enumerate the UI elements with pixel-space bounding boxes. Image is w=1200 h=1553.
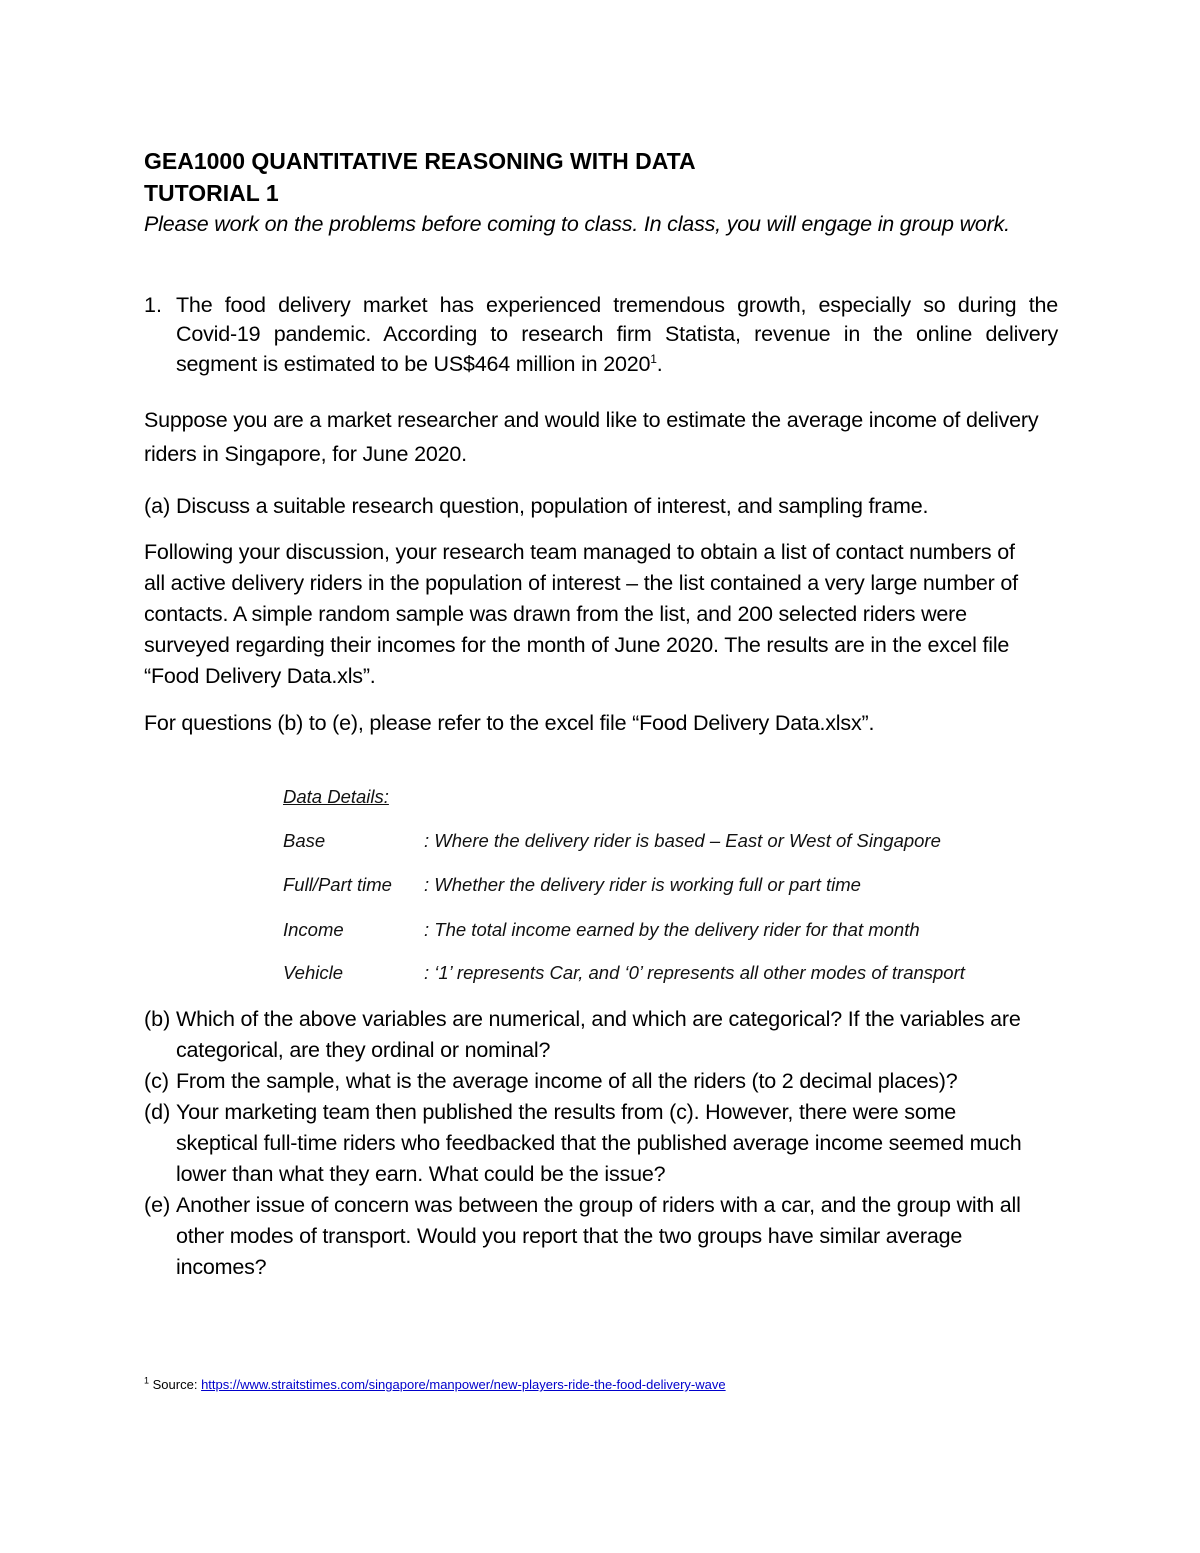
data-detail-name-base: Base xyxy=(283,830,326,851)
question1-line2: Covid-19 pandemic. According to research firm Statista, revenue in the online delivery xyxy=(176,322,1058,346)
part-b-line1: Which of the above variables are numerical, and which are categorical? If the variables are xyxy=(176,1007,1021,1031)
data-detail-name-vehicle: Vehicle xyxy=(283,962,343,983)
question1-line3-text: segment is estimated to be US$464 million in 2020 xyxy=(176,352,651,376)
part-b-line2: categorical, are they ordinal or nominal? xyxy=(176,1038,551,1062)
document-subtitle: TUTORIAL 1 xyxy=(144,180,279,206)
part-d-line2: skeptical full-time riders who feedbacked that the published average income seemed much xyxy=(176,1131,1022,1155)
part-d-label: (d) xyxy=(144,1100,171,1124)
footnote xyxy=(144,1376,726,1394)
part-d-line1: Your marketing team then published the results from (c). However, there were some xyxy=(176,1100,957,1124)
footnote-source-link[interactable]: https://www.straitstimes.com/singapore/manpower/new-players-ride-the-food-delivery-wave xyxy=(201,1377,726,1392)
question1-line1: The food delivery market has experienced tremendous growth, especially so during the xyxy=(176,293,1058,317)
footnote-reference: 1 xyxy=(650,351,657,366)
followup-line3: contacts. A simple random sample was drawn from the list, and 200 selected riders were xyxy=(144,602,967,626)
question1-line3 xyxy=(176,349,663,379)
data-detail-desc-base: : Where the delivery rider is based – East or West of Singapore xyxy=(424,830,941,851)
part-e-line2: other modes of transport. Would you report that the two groups have similar average xyxy=(176,1224,963,1248)
scenario-line2: riders in Singapore, for June 2020. xyxy=(144,442,467,466)
scenario-line1: Suppose you are a market researcher and would like to estimate the average income of delivery xyxy=(144,408,1039,432)
part-e-line3: incomes? xyxy=(176,1255,267,1279)
part-b-label: (b) xyxy=(144,1007,171,1031)
followup-line5: “Food Delivery Data.xls”. xyxy=(144,664,376,688)
footnote-marker: 1 xyxy=(144,1375,150,1386)
part-d-line3: lower than what they earn. What could be the issue? xyxy=(176,1162,666,1186)
document-title: GEA1000 QUANTITATIVE REASONING WITH DATA xyxy=(144,148,696,174)
question1-line3-end: . xyxy=(656,352,663,376)
refer-text: For questions (b) to (e), please refer to the excel file “Food Delivery Data.xlsx”. xyxy=(144,711,875,735)
data-detail-name-income: Income xyxy=(283,919,344,940)
footnote-label: Source: xyxy=(152,1377,198,1392)
part-e-label: (e) xyxy=(144,1193,171,1217)
followup-line4: surveyed regarding their incomes for the month of June 2020. The results are in the excel file xyxy=(144,633,1010,657)
followup-line1: Following your discussion, your research team managed to obtain a list of contact numbers of xyxy=(144,540,1015,564)
part-a-text: Discuss a suitable research question, population of interest, and sampling frame. xyxy=(176,494,929,518)
data-detail-desc-income: : The total income earned by the delivery rider for that month xyxy=(424,919,920,940)
instruction-text: Please work on the problems before coming to class. In class, you will engage in group work. xyxy=(144,212,1010,236)
data-detail-desc-vehicle: : ‘1’ represents Car, and ‘0’ represents all other modes of transport xyxy=(424,962,965,983)
part-e-line1: Another issue of concern was between the group of riders with a car, and the group with all xyxy=(176,1193,1021,1217)
data-detail-desc-fullpart: : Whether the delivery rider is working full or part time xyxy=(424,874,861,895)
part-c-label: (c) xyxy=(144,1069,170,1093)
part-a-label: (a) xyxy=(144,494,171,518)
part-c-line1: From the sample, what is the average income of all the riders (to 2 decimal places)? xyxy=(176,1069,958,1093)
followup-line2: all active delivery riders in the population of interest – the list contained a very large number of xyxy=(144,571,1018,595)
data-details-heading: Data Details: xyxy=(283,786,389,807)
data-detail-name-fullpart: Full/Part time xyxy=(283,874,392,895)
question-number: 1. xyxy=(144,293,162,317)
